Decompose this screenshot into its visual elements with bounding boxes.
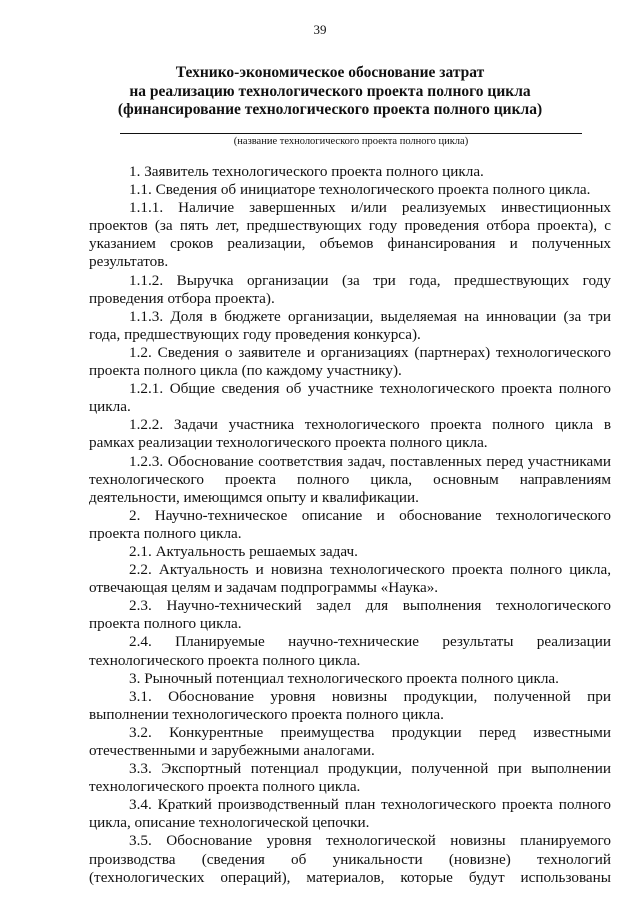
page-number: 39 <box>313 22 327 37</box>
paragraph-1-1: 1.1. Сведения об инициаторе технологического проекта полного цикла. <box>129 181 591 199</box>
paragraph-1-2: 1.2. Сведения о заявителе и организациях (партнерах) технологического проекта полного цикла (по каждому участнику). <box>89 343 611 380</box>
paragraph-1-1-2: 1.1.2. Выручка организации (за три года, предшествующих году проведения отбора проекта). <box>89 271 611 307</box>
paragraph-3-5: 3.5. Обоснование уровня технологической новизны планируемого производства (сведения об уникальности (новизне) технологий (технологических операций), материалов, которые будут использованы <box>89 832 611 886</box>
paragraph-1-2-1: 1.2.1. Общие сведения об участнике технологического проекта полного цикла. <box>89 380 611 416</box>
paragraph-3: 3. Рыночный потенциал технологического проекта полного цикла. <box>129 669 559 687</box>
document-title <box>60 64 600 120</box>
paragraph-3-1: 3.1. Обоснование уровня новизны продукции, полученной при выполнении технологического проекта полного цикла. <box>89 687 611 723</box>
document-body <box>89 163 611 887</box>
paragraph-2: 2. Научно-техническое описание и обоснование технологического проекта полного цикла. <box>89 506 611 542</box>
paragraph-3-2: 3.2. Конкурентные преимущества продукции перед известными отечественными и зарубежными аналогами. <box>89 723 611 759</box>
paragraph-2-3: 2.3. Научно-технический задел для выполнения технологического проекта полного цикла. <box>89 597 611 633</box>
paragraph-1: 1. Заявитель технологического проекта полного цикла. <box>129 163 484 180</box>
title-line-3: (финансирование технологического проекта полного цикла) <box>117 101 543 118</box>
paragraph-2-2: 2.2. Актуальность и новизна технологического проекта полного цикла, отвечающая целям и задачам подпрограммы «Наука». <box>89 561 611 597</box>
title-underline <box>120 133 582 134</box>
paragraph-1-1-1: 1.1.1. Наличие завершенных и/или реализуемых инвестиционных проектов (за пять лет, предшествующих году проведения отбора проекта), с указанием сроков реализации, объемов финансирования и полученных результатов. <box>89 199 611 271</box>
paragraph-1-2-2: 1.2.2. Задачи участника технологического проекта полного цикла в рамках реализации технологического проекта полного цикла. <box>89 416 611 452</box>
paragraph-3-4: 3.4. Краткий производственный план технологического проекта полного цикла, описание технологической цепочки. <box>89 796 611 832</box>
paragraph-3-3: 3.3. Экспортный потенциал продукции, полученной при выполнении технологического проекта полного цикла. <box>89 760 611 796</box>
title-line-2: на реализацию технологического проекта полного цикла <box>129 82 531 100</box>
title-line-1: Технико-экономическое обоснование затрат <box>175 64 485 81</box>
paragraph-2-1: 2.1. Актуальность решаемых задач. <box>129 542 358 560</box>
paragraph-2-4: 2.4. Планируемые научно-технические результаты реализации технологического проекта полного цикла. <box>89 633 611 669</box>
paragraph-1-1-3: 1.1.3. Доля в бюджете организации, выделяемая на инновации (за три года, предшествующих году проведения конкурса). <box>89 307 611 343</box>
project-name-caption: (название технологического проекта полного цикла) <box>233 136 469 147</box>
paragraph-1-2-3: 1.2.3. Обоснование соответствия задач, поставленных перед участниками технологического проекта полного цикла, основным направлениям деятельности, имеющимся опыту и квалификации. <box>89 452 611 506</box>
